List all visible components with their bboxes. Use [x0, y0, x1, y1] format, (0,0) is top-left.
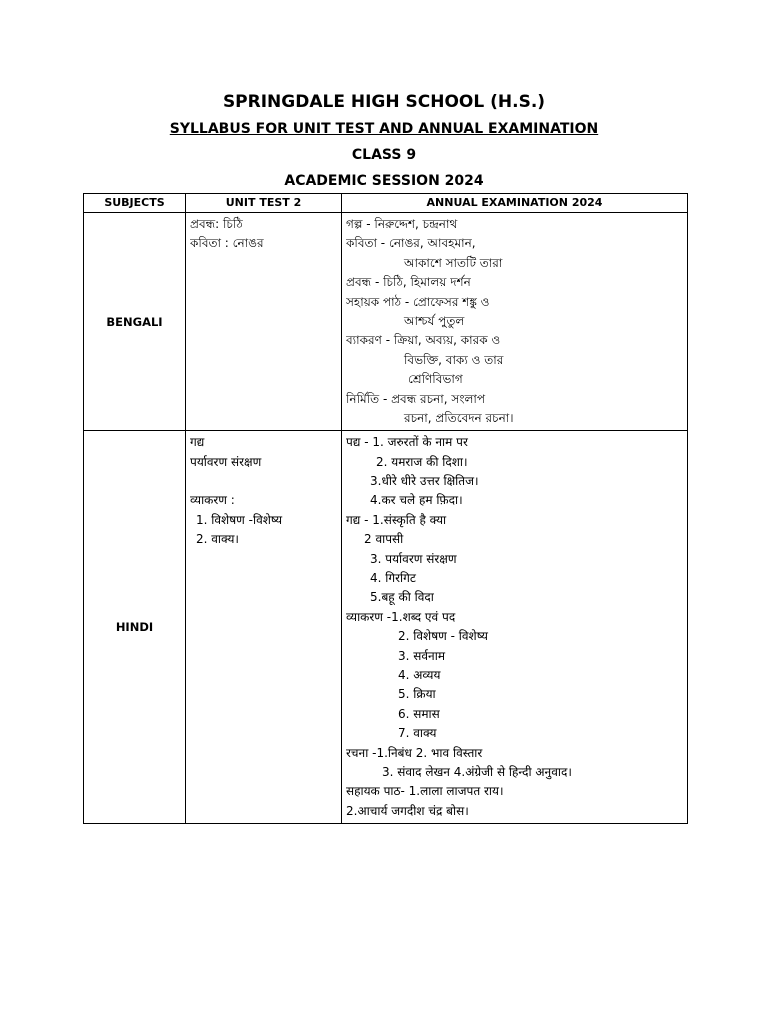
hindi-annual-line: 6. समास: [398, 706, 440, 721]
bengali-annual-line: আকাশে সাতটি তারা: [404, 255, 503, 270]
hindi-annual-line: 3. पर्यावरण संरक्षण: [370, 551, 457, 566]
hindi-unit-test-cell: [186, 431, 342, 824]
subject-bengali: BENGALI: [84, 213, 186, 431]
hindi-annual-line: 4.कर चले हम फ़िदा।: [370, 493, 463, 508]
syllabus-title: SYLLABUS FOR UNIT TEST AND ANNUAL EXAMINATION: [169, 121, 599, 137]
bengali-annual-line: প্রবন্ধ - চিঠি, হিমালয় দর্শন: [346, 275, 471, 290]
hindi-unit-line: 1. विशेषण -विशेष्य: [196, 512, 283, 527]
hindi-annual-cell: [342, 431, 688, 824]
hindi-annual-line: सहायक पाठ- 1.लाला लाजपत राय।: [346, 784, 504, 799]
hindi-annual-line: 5. क्रिया: [398, 687, 436, 702]
bengali-annual-line: শ্রেণিবিভাগ: [408, 372, 463, 387]
bengali-annual-line: ব্যাকরণ - ক্রিয়া, অব্যয়, কারক ও: [346, 333, 501, 348]
bengali-annual-line: কবিতা - নোঙর, আবহমান,: [346, 236, 476, 251]
bengali-unit-line: কবিতা : নোঙর: [190, 236, 264, 251]
table-row-bengali: [84, 213, 688, 431]
bengali-annual-line: রচনা, প্রতিবেদন রচনা।: [404, 410, 514, 425]
bengali-annual-line: আশ্চর্য পুতুল: [404, 313, 465, 328]
hindi-unit-line: गद्य: [190, 435, 205, 450]
hindi-unit-line: 2. वाक्य।: [196, 532, 239, 547]
subject-hindi: HINDI: [84, 431, 186, 824]
hindi-annual-line: 3. संवाद लेखन 4.अंग्रेजी से हिन्दी अनुवाद।: [382, 764, 572, 779]
hindi-annual-line: 7. वाक्य: [398, 726, 437, 741]
bengali-unit-test-cell: [186, 213, 342, 431]
hindi-annual-line: 5.बहू की विदा: [370, 590, 434, 605]
hindi-annual-line: रचना -1.निबंध 2. भाव विस्तार: [346, 745, 483, 760]
bengali-annual-line: গল্প - নিরুদ্দেশ, চন্দ্রনাথ: [346, 217, 458, 231]
hindi-unit-line: व्याकरण :: [190, 493, 235, 508]
spacer: [190, 472, 341, 491]
table-row-hindi: [84, 431, 688, 824]
bengali-annual-line: বিভক্তি, বাক্য ও তার: [404, 352, 504, 367]
hindi-annual-line: 4. अव्यय: [398, 667, 441, 682]
document-header: [0, 88, 768, 194]
hindi-annual-line: व्याकरण -1.शब्द एवं पद: [346, 609, 456, 624]
column-header-subjects: SUBJECTS: [84, 194, 186, 213]
column-header-unit-test: UNIT TEST 2: [186, 194, 342, 213]
bengali-annual-cell: [342, 213, 688, 431]
hindi-annual-line: 2. विशेषण - विशेष्य: [398, 629, 488, 644]
bengali-annual-line: নির্মিতি - প্রবন্ধ রচনা, সংলাপ: [346, 391, 486, 406]
hindi-annual-line: गद्य - 1.संस्कृति है क्या: [346, 512, 447, 527]
column-header-annual: ANNUAL EXAMINATION 2024: [342, 194, 688, 213]
session-title: ACADEMIC SESSION 2024: [284, 173, 484, 189]
hindi-annual-line: 2.आचार्य जगदीश चंद्र बोस।: [346, 803, 469, 818]
hindi-annual-line: 2. यमराज की दिशा।: [376, 454, 468, 469]
bengali-annual-line: সহায়ক পাঠ - প্রোফেসর শঙ্কু ও: [346, 294, 490, 309]
bengali-unit-line: প্রবন্ধ: চিঠি: [190, 217, 243, 231]
syllabus-table: [83, 193, 688, 824]
hindi-annual-line: पद्य - 1. जरुरतों के नाम पर: [346, 435, 468, 450]
hindi-annual-line: 4. गिरगिट: [370, 571, 416, 586]
hindi-unit-line: पर्यावरण संरक्षण: [190, 454, 262, 469]
school-name: SPRINGDALE HIGH SCHOOL (H.S.): [222, 92, 546, 112]
hindi-annual-line: 3.धीरे धीरे उत्तर क्षितिज।: [370, 474, 479, 489]
class-title: CLASS 9: [351, 147, 417, 163]
hindi-annual-line: 3. सर्वनाम: [398, 648, 445, 663]
table-header-row: [84, 194, 688, 213]
hindi-annual-line: 2 वापसी: [364, 532, 404, 547]
